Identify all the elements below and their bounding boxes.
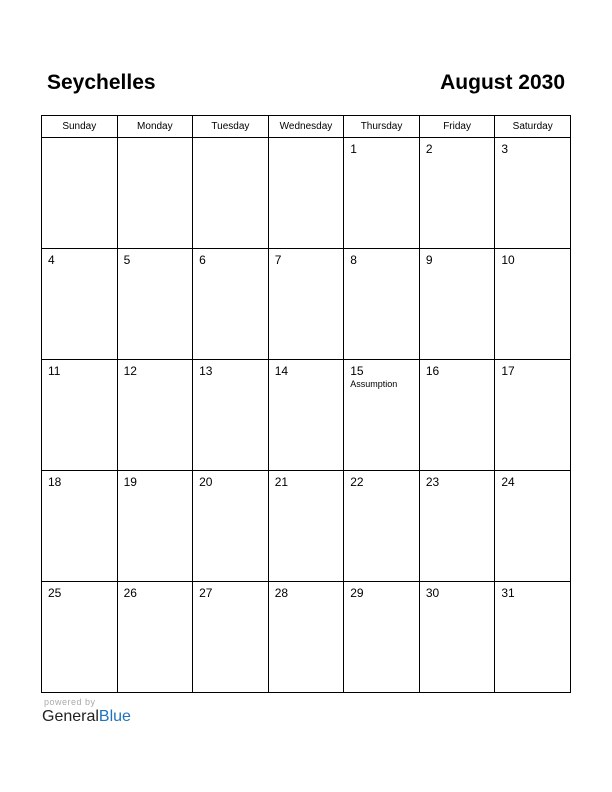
day-cell: [419, 360, 495, 471]
day-cell: [42, 249, 118, 360]
day-number: 30: [425, 586, 440, 600]
day-cell: [193, 249, 269, 360]
weekday-header: Monday: [117, 116, 193, 138]
day-cell: [117, 360, 193, 471]
day-cell: [419, 249, 495, 360]
week-row: [42, 471, 571, 582]
country-title: Seychelles: [47, 71, 156, 94]
day-number: 23: [425, 475, 440, 489]
week-row: [42, 582, 571, 693]
day-number: 24: [501, 475, 515, 489]
day-number: 7: [274, 253, 282, 267]
day-cell: [495, 471, 571, 582]
day-cell: [419, 471, 495, 582]
holiday-label: Assumption: [350, 379, 398, 389]
day-cell: [268, 138, 344, 249]
day-number: 26: [123, 586, 137, 600]
day-cell: [42, 582, 118, 693]
day-cell: [495, 138, 571, 249]
calendar-grid: [41, 115, 571, 693]
day-number: 3: [501, 142, 509, 156]
day-number: 19: [123, 475, 137, 489]
day-number: 18: [48, 475, 62, 489]
week-row: [42, 249, 571, 360]
day-number: [193, 138, 268, 142]
day-number: 1: [350, 142, 357, 156]
generalblue-logo: [42, 708, 131, 726]
day-cell: [117, 138, 193, 249]
day-number: 8: [350, 253, 357, 267]
week-row: [42, 138, 571, 249]
day-cell: [42, 471, 118, 582]
day-number: 5: [123, 253, 131, 267]
day-cell: [193, 138, 269, 249]
day-number: 21: [274, 475, 289, 489]
day-cell: [268, 249, 344, 360]
day-number: 6: [199, 253, 206, 267]
day-number: 9: [425, 253, 433, 267]
day-cell: [42, 138, 118, 249]
day-cell: [419, 582, 495, 693]
day-cell: [117, 582, 193, 693]
day-cell: [117, 249, 193, 360]
day-cell: [117, 471, 193, 582]
day-number: 2: [425, 142, 433, 156]
day-number: 12: [123, 364, 137, 378]
weekday-header: Sunday: [42, 116, 118, 138]
day-number: 29: [350, 586, 364, 600]
day-cell: [495, 582, 571, 693]
day-cell: [344, 471, 420, 582]
day-cell: [193, 582, 269, 693]
weekday-header: Tuesday: [193, 116, 269, 138]
day-cell: [344, 360, 420, 471]
day-number: 25: [48, 586, 62, 600]
weekday-header: Friday: [419, 116, 495, 138]
day-number: 28: [274, 586, 289, 600]
brand-general: General: [42, 708, 99, 725]
day-number: [42, 138, 117, 142]
day-cell: [268, 360, 344, 471]
day-number: [269, 138, 344, 142]
day-cell: [268, 471, 344, 582]
brand-blue: Blue: [98, 708, 131, 725]
day-number: 22: [350, 475, 364, 489]
day-number: 27: [199, 586, 213, 600]
day-number: 15: [350, 364, 364, 378]
day-number: 14: [274, 364, 289, 378]
week-row: [42, 360, 571, 471]
day-cell: [42, 360, 118, 471]
day-number: 20: [199, 475, 213, 489]
day-number: [118, 138, 193, 142]
day-number: 17: [501, 364, 515, 378]
weekday-header: Saturday: [495, 116, 571, 138]
day-cell: [344, 582, 420, 693]
day-cell: [268, 582, 344, 693]
weekday-header: Wednesday: [268, 116, 344, 138]
day-cell: [495, 360, 571, 471]
day-cell: [495, 249, 571, 360]
day-number: 4: [48, 253, 55, 267]
day-cell: [193, 471, 269, 582]
day-number: 10: [501, 253, 515, 267]
day-number: 13: [199, 364, 213, 378]
month-year-title: August 2030: [440, 71, 565, 94]
powered-by-text: powered by: [44, 697, 96, 707]
day-cell: [419, 138, 495, 249]
day-number: 16: [425, 364, 440, 378]
day-number: 31: [501, 586, 515, 600]
weekday-header: Thursday: [344, 116, 420, 138]
day-cell: [193, 360, 269, 471]
day-cell: [344, 138, 420, 249]
day-cell: [344, 249, 420, 360]
weekday-header-row: [42, 116, 571, 138]
day-number: 11: [48, 364, 61, 378]
